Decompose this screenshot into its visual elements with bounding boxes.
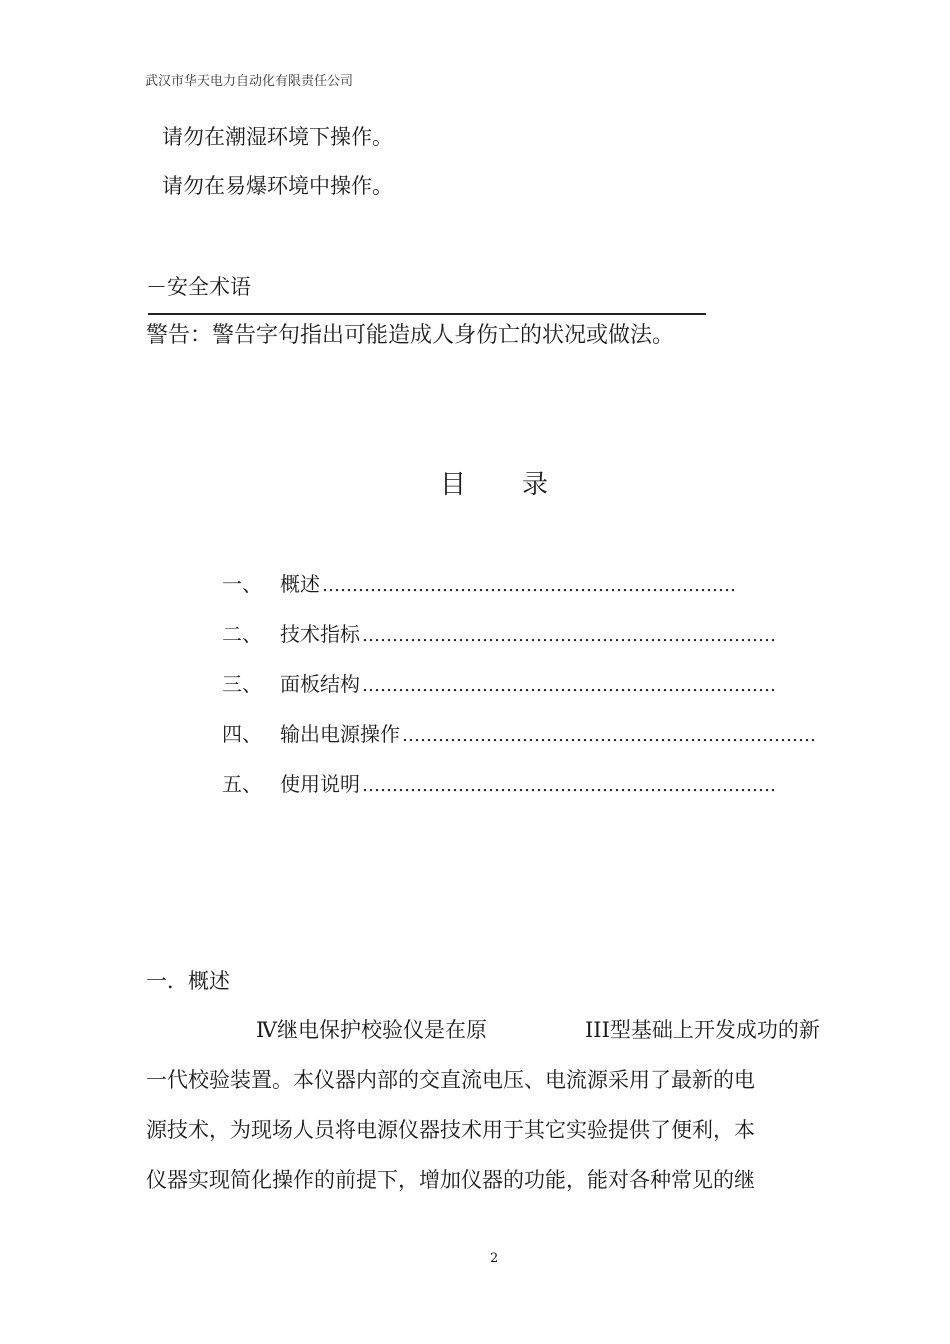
warning-explosive: 请勿在易爆环境中操作。: [162, 174, 393, 198]
section-overview-title: 一．概述: [146, 969, 230, 993]
toc-item-number: 四、: [222, 722, 262, 746]
toc-leader-dots: ……………………………………………………………: [362, 625, 776, 646]
body-line: 仪器实现简化操作的前提下，增加仪器的功能，能对各种常见的继: [146, 1168, 755, 1192]
toc-item-specs[interactable]: [222, 618, 776, 668]
table-of-contents: [222, 568, 816, 818]
toc-item-number: 二、: [222, 622, 262, 646]
toc-leader-dots: ……………………………………………………………: [362, 775, 776, 796]
safety-terms-title: －安全术语: [146, 275, 251, 299]
toc-item-label: 面板结构: [280, 672, 360, 696]
toc-item-number: 五、: [222, 772, 262, 796]
toc-leader-dots: ……………………………………………………………: [322, 575, 736, 596]
company-header: 武汉市华天电力自动化有限责任公司: [145, 74, 354, 89]
toc-item-number: 一、: [222, 572, 262, 596]
body-line: [146, 1014, 852, 1064]
toc-item-panel[interactable]: [222, 668, 776, 718]
body-text-segment: III型基础上开发成功的新: [584, 1018, 820, 1042]
toc-item-output-power[interactable]: [222, 718, 816, 768]
toc-item-label: 概述: [280, 572, 320, 596]
toc-item-label: 使用说明: [280, 772, 360, 796]
divider-line: [148, 313, 706, 315]
toc-item-overview[interactable]: [222, 568, 762, 618]
toc-item-number: 三、: [222, 672, 262, 696]
page-number: 2: [490, 1251, 499, 1266]
toc-item-usage[interactable]: [222, 768, 776, 818]
body-line: 一代校验装置。本仪器内部的交直流电压、电流源采用了最新的电: [146, 1068, 755, 1092]
warning-humid: 请勿在潮湿环境下操作。: [162, 125, 393, 149]
toc-item-label: 技术指标: [280, 622, 360, 646]
toc-title: 目录: [440, 470, 605, 500]
section-overview-body: [146, 1014, 852, 1214]
toc-item-label: 输出电源操作: [280, 722, 400, 746]
body-text-segment: Ⅳ继电保护校验仪是在原: [256, 1018, 487, 1042]
warning-term-definition: 警告：警告字句指出可能造成人身伤亡的状况或做法。: [146, 323, 675, 348]
toc-leader-dots: ……………………………………………………………: [362, 675, 776, 696]
body-line: 源技术，为现场人员将电源仪器技术用于其它实验提供了便利，本: [146, 1118, 755, 1142]
toc-leader-dots: ……………………………………………………………: [402, 725, 816, 746]
